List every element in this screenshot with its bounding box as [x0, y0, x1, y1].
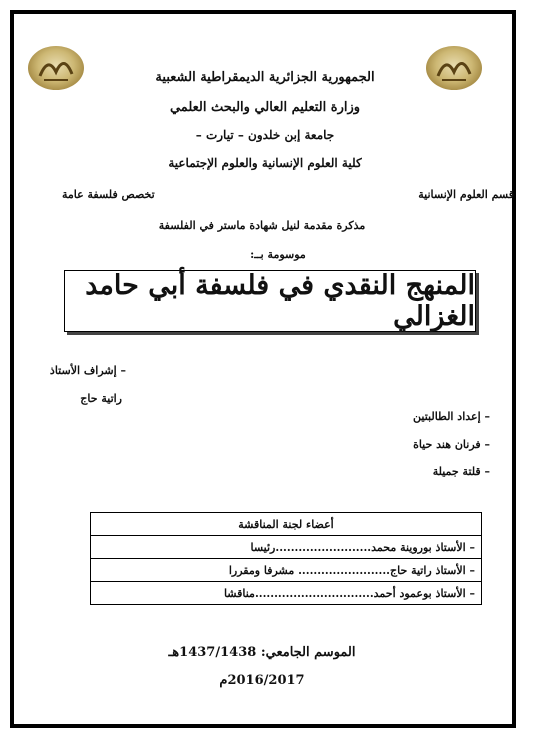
table-row	[91, 559, 482, 582]
student-name: – فرنان هند حياة	[413, 438, 490, 451]
specialty-label: تخصص فلسفة عامة	[62, 188, 155, 201]
student-name: – قلتة جميلة	[432, 465, 490, 478]
season-gregorian: 2016/2017م	[219, 673, 305, 688]
season-hijri: الموسم الجامعي: 1437/1438هـ	[168, 645, 356, 660]
department-label: قسم العلوم الإنسانية	[418, 188, 514, 201]
university-seal-icon	[426, 46, 482, 90]
table-row	[91, 582, 482, 605]
committee-member: – الأستاذ راتية حاج........................ مشرفا ومقررا	[91, 559, 482, 582]
thesis-title-box	[64, 270, 476, 332]
faculty-line: كلية العلوم الإنسانية والعلوم الإجتماعية	[168, 156, 362, 170]
committee-member: – الأستاذ بوعمود أحمد...............................مناقشا	[91, 582, 482, 605]
university-line: جامعة إبن خلدون – تيارت –	[195, 128, 335, 142]
republic-line: الجمهورية الجزائرية الديمقراطية الشعبية	[155, 70, 375, 85]
supervisor-label: – إشراف الأستاذ	[49, 364, 126, 377]
committee-header: أعضاء لجنة المناقشة	[91, 513, 482, 536]
thesis-title: المنهج النقدي في فلسفة أبي حامد الغزالي	[85, 270, 475, 332]
titled-line: موسومة بــ:	[250, 248, 306, 261]
memo-line: مذكرة مقدمة لنيل شهادة ماستر في الفلسفة	[158, 219, 366, 232]
committee-member: – الأستاذ بوروينة محمد.........................رئيسا	[91, 536, 482, 559]
table-row	[91, 513, 482, 536]
ministry-line: وزارة التعليم العالي والبحث العلمي	[169, 100, 361, 115]
students-label: – إعداد الطالبتين	[413, 410, 490, 423]
table-row	[91, 536, 482, 559]
committee-table	[90, 512, 482, 605]
university-seal-icon	[28, 46, 84, 90]
supervisor-name: راتية حاج	[80, 392, 122, 405]
